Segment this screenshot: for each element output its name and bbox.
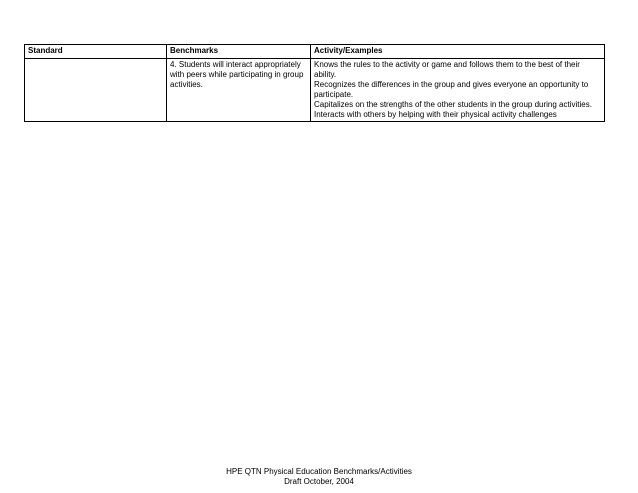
example-item-3: Capitalizes on the strengths of the other students in the group during activities. xyxy=(314,100,592,109)
footer-title: HPE QTN Physical Education Benchmarks/Activities xyxy=(226,467,412,476)
example-item-1: Knows the rules to the activity or game and follows them to the best of their ability. xyxy=(314,60,580,79)
footer-date: Draft October, 2004 xyxy=(284,477,354,486)
benchmarks-table xyxy=(24,44,605,122)
header-activity-examples: Activity/Examples xyxy=(311,45,605,59)
example-item-2: Recognizes the differences in the group and gives everyone an opportunity to participate. xyxy=(314,80,589,99)
cell-examples xyxy=(311,59,605,122)
header-benchmarks: Benchmarks xyxy=(167,45,311,59)
header-standard: Standard xyxy=(25,45,167,59)
table-header-row xyxy=(25,45,605,59)
cell-benchmark xyxy=(167,59,311,122)
cell-standard xyxy=(25,59,167,122)
benchmark-text: 4. Students will interact appropriately with peers while participating in group activities. xyxy=(170,60,304,89)
table-row xyxy=(25,59,605,122)
example-item-4: Interacts with others by helping with their physical activity challenges xyxy=(314,110,557,119)
